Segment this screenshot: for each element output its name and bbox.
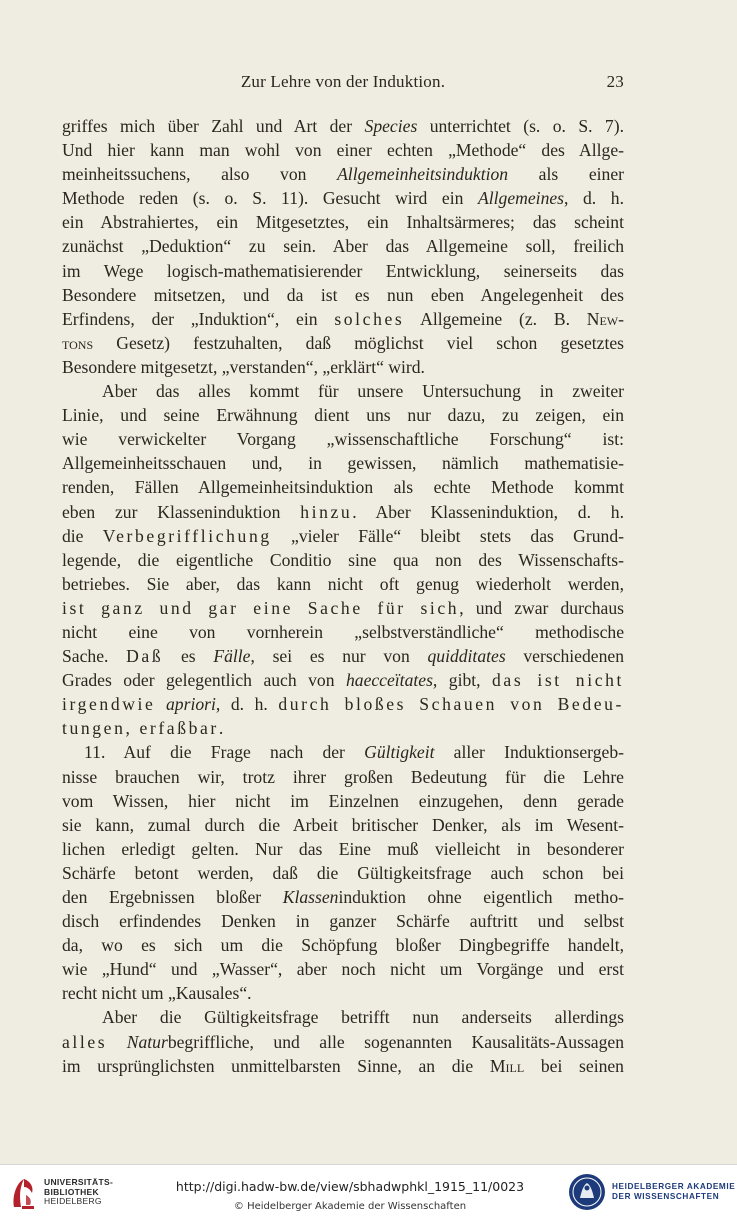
text-line: Linie, und seine Erwähnung dient uns nur dazu, zu zeigen, ein xyxy=(62,405,624,426)
text-line: nisse brauchen wir, trotz ihrer großen Bedeutung für die Lehre xyxy=(62,766,624,787)
running-title: Zur Lehre von der Induktion. xyxy=(240,72,446,91)
text-line: tungen, erfaßbar. xyxy=(62,718,224,739)
text-line: im Wege logisch-mathematisierender Entwicklung, seinerseits das xyxy=(62,260,624,281)
academy-name: HEIDELBERGER AKADEMIE DER WISSENSCHAFTEN xyxy=(612,1182,736,1201)
section-11-start: 11. Auf die Frage nach der Gültigkeit aller Induktionsergeb- xyxy=(84,742,624,763)
academy-seal-icon[interactable] xyxy=(568,1173,606,1211)
text-line: Schärfe betont werden, daß die Gültigkeitsfrage auch schon bei xyxy=(62,862,624,883)
text-line: Allgemeinheitsschauen und, in gewissen, nämlich mathematisie- xyxy=(62,453,624,474)
text-line: recht nicht um „Kausales“. xyxy=(62,983,252,1004)
text-line: Aber das alles kommt für unsere Untersuchung in zweiter xyxy=(102,381,624,402)
text-line: da, wo es sich um die Schöpfung bloßer Dingbegriffe handelt, xyxy=(62,935,624,956)
text-line: alles Naturbegriffliche, und alle sogenannten Kausalitäts-Aussagen xyxy=(62,1031,625,1052)
text-line: Besondere mitgesetzt, „verstanden“, „erklärt“ wird. xyxy=(62,356,425,377)
text-line: nicht eine von vornherein „selbstverständliche“ methodische xyxy=(62,621,624,642)
source-url-link[interactable]: http://digi.hadw-bw.de/view/sbhadwphkl_1915_11/0023 xyxy=(175,1179,525,1194)
text-line: Besondere mitsetzen, und da ist es nun eben Angelegenheit des xyxy=(62,284,624,305)
text-line: Sache. Daß es Fälle, sei es nur von quidditates verschiedenen xyxy=(62,646,625,667)
text-line: lichen erledigt gelten. Nur das Eine muß vielleicht in besonderer xyxy=(62,838,624,859)
text-line: ein Abstrahiertes, ein Mitgesetztes, ein Inhaltsärmeres; das scheint xyxy=(62,212,624,233)
text-line: vom Wissen, hier nicht im Einzelnen einzugehen, denn gerade xyxy=(62,790,624,811)
text-line: im ursprünglichsten unmittelbarsten Sinne, an die Mill bei seinen xyxy=(62,1055,624,1076)
text-line: Aber die Gültigkeitsfrage betrifft nun anderseits allerdings xyxy=(102,1007,624,1028)
copyright-notice: © Heidelberger Akademie der Wissenschaften xyxy=(233,1201,467,1212)
text-line: zunächst „Deduktion“ zu sein. Aber das Allgemeine soll, freilich xyxy=(62,236,624,257)
text-line: eben zur Klasseninduktion hinzu. Aber Klasseninduktion, d. h. xyxy=(62,501,624,522)
body-text xyxy=(62,114,624,1078)
text-line: irgendwie apriori, d. h. durch bloßes Schauen von Bedeu- xyxy=(62,694,624,715)
running-head xyxy=(62,72,624,94)
university-library-logo-icon[interactable] xyxy=(8,1175,40,1211)
text-line: betriebes. Sie aber, das kann nicht oft genug wiederholt werden, xyxy=(62,573,624,594)
text-line: Erfindens, der „Induktion“, ein solches Allgemeine (z. B. New- xyxy=(62,308,624,329)
text-line: ist ganz und gar eine Sache für sich, und zwar durchaus xyxy=(62,597,624,618)
viewer-footer xyxy=(0,1164,737,1219)
text-line: griffes mich über Zahl und Art der Species unterrichtet (s. o. S. 7). xyxy=(62,116,624,136)
text-line: wie verwickelter Vorgang „wissenschaftliche Forschung“ ist: xyxy=(62,429,624,450)
text-line: Grades oder gelegentlich auch von haecceïtates, gibt, das ist nicht xyxy=(62,670,624,691)
text-line: tons Gesetz) festzuhalten, daß möglichst viel schon gesetztes xyxy=(62,332,624,353)
text-line: Und hier kann man wohl von einer echten „Methode“ des Allge- xyxy=(62,140,624,161)
text-line: sie kann, zumal durch die Arbeit britischer Denker, als im Wesent- xyxy=(62,814,624,835)
text-line: wie „Hund“ und „Wasser“, aber noch nicht um Vorgänge und erst xyxy=(62,959,624,980)
text-line: disch erfindendes Denken in ganzer Schärfe auftritt und selbst xyxy=(62,911,624,932)
page-number: 23 xyxy=(606,72,624,91)
university-library-name: UNIVERSITÄTS- BIBLIOTHEK HEIDELBERG xyxy=(44,1177,114,1206)
text-line: meinheitssuchens, also von Allgemeinheitsinduktion als einer xyxy=(62,164,624,185)
text-line: Methode reden (s. o. S. 11). Gesucht wird ein Allgemeines, d. h. xyxy=(62,188,624,209)
text-line: den Ergebnissen bloßer Klasseninduktion ohne eigentlich metho- xyxy=(62,887,624,907)
text-line: die Verbegrifflichung „vieler Fälle“ bleibt stets das Grund- xyxy=(62,525,624,546)
text-line: renden, Fällen Allgemeinheitsinduktion als echte Methode kommt xyxy=(62,477,624,498)
text-line: legende, die eigentliche Conditio sine qua non des Wissenschafts- xyxy=(62,549,624,570)
